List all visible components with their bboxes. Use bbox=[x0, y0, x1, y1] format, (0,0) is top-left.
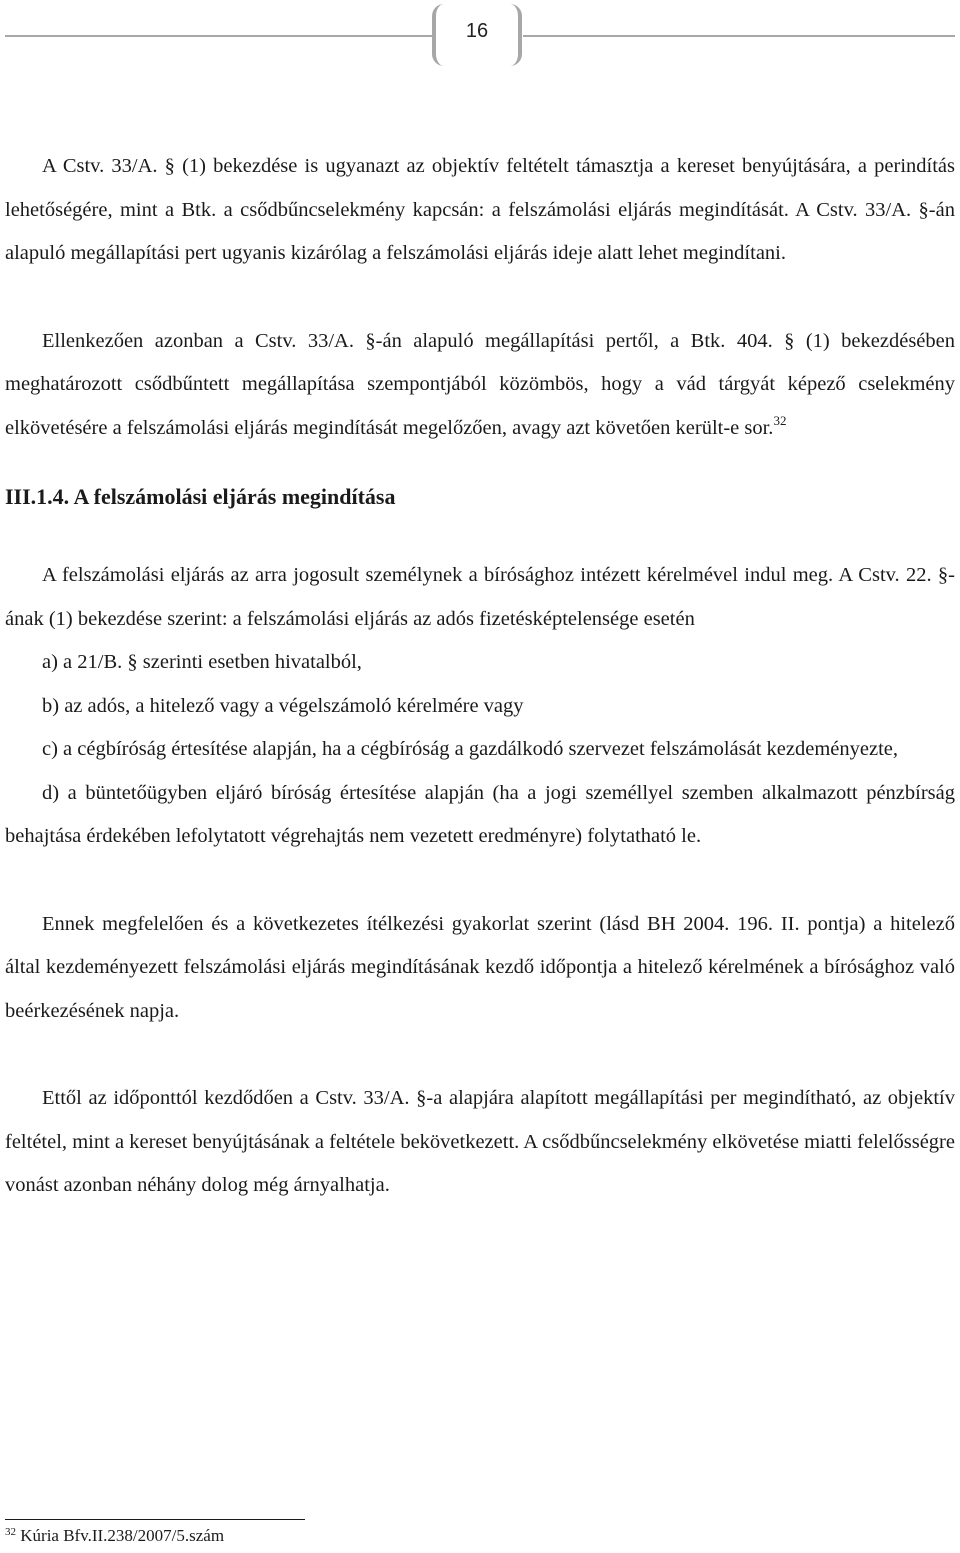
page-number: 16 bbox=[465, 20, 489, 42]
paragraph-2 bbox=[5, 320, 955, 451]
header-rule-right bbox=[523, 35, 955, 37]
section-heading: III.1.4. A felszámolási eljárás megindítása bbox=[5, 484, 396, 509]
list-item-a: a) a 21/B. § szerinti esetben hivatalból, bbox=[42, 651, 362, 673]
footnote-ref: 32 bbox=[773, 412, 787, 428]
header-rule-left bbox=[5, 35, 435, 37]
list-item-d: d) a büntetőügyben eljáró bíróság értesítése alapján (ha a jogi személlyel szemben alkalmazott pénzbírság behajtása érdekében lefolytatott végrehajtás nem vezetett eredményre) folytatható le. bbox=[5, 781, 955, 847]
list-item-c: c) a cégbíróság értesítése alapján, ha a cégbíróság a gazdálkodó szervezet felszámolását kezdeményezte, bbox=[42, 738, 898, 760]
paragraph-1: A Cstv. 33/A. § (1) bekezdése is ugyanazt az objektív feltételt támasztja a kereset benyújtására, a perindítás lehetőségére, mint a Btk. a csődbűncselekmény kapcsán: a felszámolási eljárás megindítását. A Cstv. 33/A. §-án alapuló megállapítási pert ugyanis kizárólag a felszámolási eljárás ideje alatt lehet megindítani. bbox=[5, 155, 955, 264]
footnote-separator bbox=[5, 1519, 305, 1520]
list-item-b: b) az adós, a hitelező vagy a végelszámoló kérelmére vagy bbox=[42, 694, 524, 717]
footnote bbox=[5, 1525, 224, 1547]
page-number-badge bbox=[432, 4, 522, 66]
footnote-text: Kúria Bfv.II.238/2007/5.szám bbox=[20, 1526, 225, 1545]
paragraph-4: Ennek megfelelően és a következetes ítélkezési gyakorlat szerint (lásd BH 2004. 196. II. pontja) a hitelező által kezdeményezett felszámolási eljárás megindításának kezdő időpontja a hitelező kérelmének a bírósághoz való beérkezésének napja. bbox=[5, 912, 955, 1022]
paragraph-3: A felszámolási eljárás az arra jogosult személynek a bírósághoz intézett kérelmével indul meg. A Cstv. 22. §-ának (1) bekezdése szerint: a felszámolási eljárás az adós fizetésképtelensége esetén bbox=[5, 564, 955, 630]
footnote-number: 32 bbox=[5, 1526, 16, 1538]
document-body bbox=[5, 145, 955, 1208]
paragraph-2-text: Ellenkezően azonban a Cstv. 33/A. §-án alapuló megállapítási pertől, a Btk. 404. § (1) bekezdésében meghatározott csődbűntett megállapítása szempontjából közömbös, hogy a vád tárgyát képező cselekmény elkövetésére a felszámolási eljárás megindítását megelőzően, avagy azt követően került-e sor. bbox=[5, 329, 955, 439]
paragraph-5: Ettől az időponttól kezdődően a Cstv. 33/A. §-a alapjára alapított megállapítási per megindítható, az objektív feltétel, mint a kereset benyújtásának a feltétele bekövetkezett. A csődbűncselekmény elkövetése miatti felelősségre vonást azonban néhány dolog még árnyalhatja. bbox=[5, 1087, 955, 1196]
